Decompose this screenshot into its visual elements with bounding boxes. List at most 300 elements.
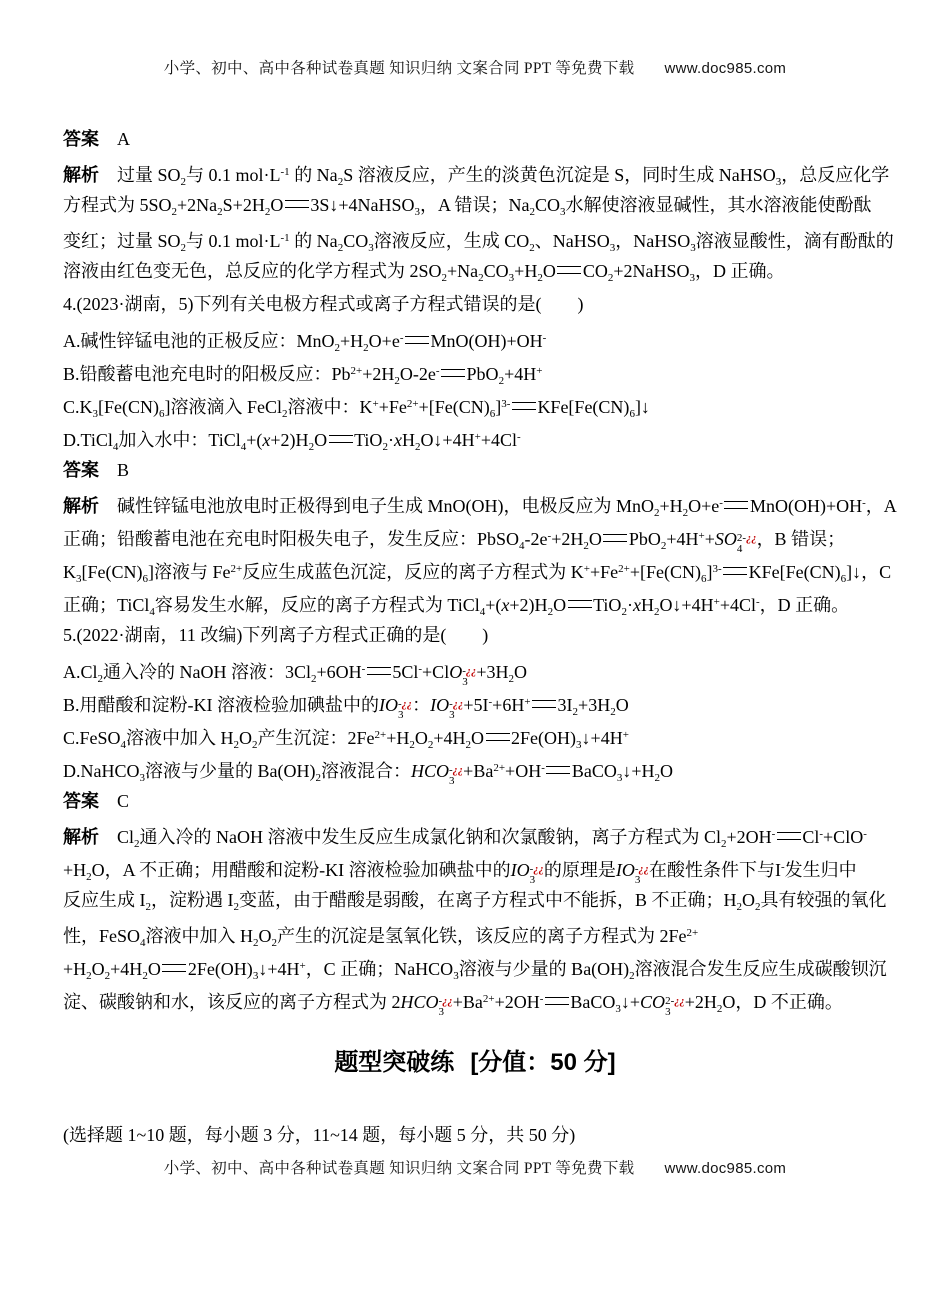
text-run: +[Fe(CN) bbox=[418, 396, 490, 417]
text-run: O bbox=[91, 959, 105, 980]
subscript: 2 bbox=[86, 970, 92, 983]
text-run: TiO bbox=[354, 429, 383, 450]
text-run: +Fe bbox=[378, 396, 407, 417]
text-run: 加入水中：TiCl bbox=[118, 429, 241, 450]
subscript: 2 bbox=[382, 440, 388, 453]
superscript: 2+ bbox=[350, 364, 363, 377]
text-run: B bbox=[99, 459, 130, 480]
subscript: 2 bbox=[97, 672, 104, 685]
text-run: O bbox=[314, 429, 328, 450]
subscript: 2 bbox=[233, 738, 240, 751]
subscript: 6 bbox=[142, 573, 148, 586]
doc-line-23 bbox=[63, 851, 895, 887]
text-run: CO bbox=[483, 261, 509, 282]
equation-artifact: ¿¿ bbox=[452, 698, 464, 710]
doc-line-15 bbox=[63, 586, 895, 619]
text-run: 过量 SO bbox=[99, 165, 181, 186]
subscript: 4 bbox=[479, 606, 486, 619]
doc-line-6 bbox=[63, 288, 895, 321]
text-run: 通入冷的 NaOH 溶液中发生反应生成氯化钠和次氯酸钠，离子方程式为 Cl bbox=[139, 826, 722, 847]
subscript: 2 bbox=[180, 176, 187, 189]
text-run: +2)H bbox=[509, 595, 548, 616]
subscript: 2 bbox=[282, 407, 288, 420]
text-run: +H bbox=[63, 959, 87, 980]
subscript: 3 bbox=[775, 176, 782, 189]
superscript: - bbox=[755, 596, 760, 609]
text-run: 5.(2022·湖南，11 改编)下列离子方程式正确的是( ) bbox=[63, 625, 489, 646]
doc-line-18 bbox=[63, 686, 895, 719]
text-run: O bbox=[588, 529, 602, 550]
italic-run: IO bbox=[510, 860, 530, 881]
subscript: 2 bbox=[682, 507, 689, 520]
text-run: O-2e bbox=[399, 363, 436, 384]
text-run: S 溶液反应，产生的淡黄色沉淀是 S，同时生成 NaHSO bbox=[343, 165, 776, 186]
text-run: ]↓，C bbox=[846, 562, 892, 583]
double-bond-equals bbox=[367, 667, 391, 675]
superscript: 2+ bbox=[230, 563, 243, 576]
text-run: D.NaHCO bbox=[63, 760, 140, 781]
double-bond-equals bbox=[162, 964, 186, 972]
superscript: 3- bbox=[712, 563, 722, 576]
equation-artifact: ¿¿ bbox=[465, 665, 477, 677]
text-run: [Fe(CN) bbox=[98, 396, 160, 417]
text-run: 3S↓+4NaHSO bbox=[310, 195, 415, 216]
equation-artifact: ¿¿ bbox=[674, 996, 685, 1008]
subscript: 2 bbox=[654, 771, 661, 784]
text-run: 2Fe(OH) bbox=[187, 959, 253, 980]
subscript: 2 bbox=[529, 206, 535, 219]
text-run: 溶液与少量的 Ba(OH) bbox=[458, 959, 630, 980]
double-bond-equals bbox=[545, 997, 569, 1005]
text-run: KFe[Fe(CN) bbox=[537, 396, 630, 417]
subscript: 4 bbox=[240, 440, 247, 453]
italic-run: x bbox=[501, 595, 510, 616]
text-run: 溶液显酸性，滴有酚酞的 bbox=[695, 231, 894, 252]
subscript: 2 bbox=[755, 901, 761, 914]
text-run: +2H bbox=[551, 529, 584, 550]
label: 解析 bbox=[63, 165, 99, 186]
subscript: 2 bbox=[409, 738, 415, 751]
text-run: +Ba bbox=[463, 760, 494, 781]
text-run: O bbox=[414, 727, 428, 748]
doc-line-19 bbox=[63, 719, 895, 752]
sub-sup-stack bbox=[665, 996, 685, 1018]
doc-line-14 bbox=[63, 553, 895, 586]
superscript: - bbox=[781, 861, 785, 874]
text-run: C bbox=[99, 790, 130, 811]
text-run: ，总反应化学 bbox=[781, 165, 890, 186]
superscript: - bbox=[435, 364, 440, 377]
italic-run: x bbox=[632, 595, 641, 616]
text-run: B.铅酸蓄电池充电时的阳极反应：Pb bbox=[63, 363, 351, 384]
sub-sup-stack bbox=[449, 765, 463, 787]
superscript: + bbox=[536, 364, 543, 377]
text-run: MnO(OH)+OH bbox=[430, 330, 543, 351]
subscript: 2 bbox=[508, 672, 515, 685]
text-run: +2OH bbox=[494, 992, 540, 1013]
doc-line-5 bbox=[63, 255, 895, 288]
text-run: 溶液中：K bbox=[287, 396, 373, 417]
text-run: ，B 错误； bbox=[756, 529, 846, 550]
subscript: 2 bbox=[233, 901, 239, 914]
text-run: · bbox=[387, 429, 394, 450]
superscript: + bbox=[583, 563, 590, 576]
text-run: 容易发生水解，反应的离子方程式为 TiCl bbox=[154, 595, 480, 616]
text-run: -2e bbox=[524, 529, 548, 550]
superscript: - bbox=[418, 662, 423, 675]
sub-sup-stack bbox=[449, 699, 463, 721]
subscript: 2 bbox=[441, 272, 448, 285]
superscript: + bbox=[474, 430, 481, 443]
text-run: 2Fe(OH) bbox=[511, 727, 577, 748]
subscript: 2 bbox=[337, 176, 344, 189]
doc-line-25 bbox=[63, 917, 895, 950]
text-run: O bbox=[542, 261, 556, 282]
double-bond-equals bbox=[603, 534, 627, 542]
equation-artifact: ¿¿ bbox=[638, 864, 649, 876]
superscript: - bbox=[542, 331, 547, 344]
subscript: 4 bbox=[519, 540, 525, 553]
text-run: 溶液混合： bbox=[320, 760, 411, 781]
text-run: 淀、碳酸钠和水，该反应的离子方程式为 2 bbox=[63, 992, 401, 1013]
text-run: MnO(OH)+OH bbox=[749, 496, 863, 517]
superscript bbox=[398, 699, 412, 710]
doc-line-21 bbox=[63, 785, 895, 818]
subscript: 3 bbox=[576, 738, 582, 751]
subscript: 3 bbox=[689, 272, 695, 285]
superscript-charge: - bbox=[449, 697, 453, 710]
label: 解析 bbox=[63, 826, 99, 847]
text-run: 的 Na bbox=[289, 231, 338, 252]
subscript: 2 bbox=[86, 871, 92, 884]
text-run: ↓+ bbox=[620, 992, 641, 1013]
superscript: - bbox=[547, 530, 552, 543]
text-run: ]溶液滴入 FeCl bbox=[164, 396, 283, 417]
text-run: +Ba bbox=[452, 992, 483, 1013]
text-run: +4H bbox=[110, 959, 143, 980]
text-run: H bbox=[640, 595, 654, 616]
text-run: +4H bbox=[433, 727, 466, 748]
subscript: 3 bbox=[76, 573, 82, 586]
subscript: 4 bbox=[149, 606, 155, 619]
double-bond-equals bbox=[546, 766, 570, 774]
text-run: CO bbox=[582, 261, 608, 282]
text-run: ]↓ bbox=[634, 396, 650, 417]
subscript: 2 bbox=[629, 970, 635, 983]
double-bond-equals bbox=[532, 700, 556, 708]
doc-line-20 bbox=[63, 752, 895, 785]
text-run: KFe[Fe(CN) bbox=[748, 562, 841, 583]
subscript: 2 bbox=[271, 937, 278, 950]
subscript: 3 bbox=[508, 272, 515, 285]
text-run: 产生的沉淀是氢氧化铁，该反应的离子方程式为 2Fe bbox=[277, 926, 687, 947]
subscript: 2 bbox=[654, 507, 660, 520]
text-run: 5Cl bbox=[392, 661, 419, 682]
text-run: +4Cl bbox=[719, 595, 756, 616]
section-score-note: [分值：50 分] bbox=[470, 1049, 616, 1076]
double-bond-equals bbox=[557, 266, 581, 274]
text-run: 反应生成蓝色沉淀，反应的离子方程式为 K bbox=[242, 562, 584, 583]
text-run: 正确；TiCl bbox=[63, 595, 150, 616]
double-bond-equals bbox=[285, 200, 309, 208]
text-run: 4.(2023·湖南，5)下列有关电极方程式或离子方程式错误的是( ) bbox=[63, 294, 584, 315]
doc-line-17 bbox=[63, 653, 895, 686]
subscript: 2 bbox=[414, 440, 421, 453]
superscript: - bbox=[488, 695, 493, 708]
text-run: H bbox=[401, 429, 415, 450]
subscript: 2 bbox=[171, 206, 178, 219]
italic-run: IO bbox=[615, 860, 635, 881]
text-run: 与 0.1 mol·L bbox=[186, 165, 281, 186]
subscript: 2 bbox=[334, 341, 341, 354]
sub-sup-stack bbox=[737, 533, 757, 555]
text-run: +2Na bbox=[177, 195, 218, 216]
italic-run: x bbox=[262, 429, 271, 450]
superscript-charge: - bbox=[634, 863, 639, 876]
superscript-charge: - bbox=[398, 697, 402, 710]
italic-run: SO bbox=[714, 529, 737, 550]
text-run: Cl bbox=[802, 826, 820, 847]
text-run: +2H bbox=[362, 363, 395, 384]
superscript: 3- bbox=[501, 397, 511, 410]
text-run: +2OH bbox=[726, 826, 772, 847]
equation-artifact: ¿¿ bbox=[442, 996, 453, 1008]
subscript: 2 bbox=[217, 206, 223, 219]
double-bond-equals bbox=[777, 832, 801, 840]
double-bond-equals bbox=[329, 435, 353, 443]
text-run: +3H bbox=[578, 694, 611, 715]
text-run: PbO bbox=[628, 529, 661, 550]
italic-run: HCO bbox=[410, 760, 449, 781]
text-run: +( bbox=[246, 429, 263, 450]
text-run: +4H bbox=[666, 529, 699, 550]
superscript: + bbox=[524, 695, 531, 708]
doc-line-2 bbox=[63, 156, 895, 189]
subscript: 2 bbox=[716, 1003, 723, 1016]
superscript: - bbox=[719, 497, 723, 510]
section-heading bbox=[0, 1042, 950, 1077]
sub-sup-stack bbox=[635, 864, 649, 886]
superscript-charge: - bbox=[462, 664, 466, 677]
doc-line-4 bbox=[63, 222, 895, 255]
superscript: - bbox=[863, 827, 867, 840]
subscript: 3 bbox=[616, 771, 623, 784]
label: 答案 bbox=[63, 129, 99, 149]
text-run: 溶液与少量的 Ba(OH) bbox=[145, 760, 316, 781]
text-run: O bbox=[258, 926, 272, 947]
superscript: 2+ bbox=[374, 728, 387, 741]
text-run: +Cl bbox=[422, 661, 450, 682]
text-run: 的 Na bbox=[289, 165, 338, 186]
text-run: 反应生成 I bbox=[63, 890, 146, 911]
header-note: 小学、初中、高中各种试卷真题 知识归纳 文案合同 PPT 等免费下载 bbox=[163, 60, 635, 77]
superscript: -1 bbox=[280, 166, 290, 179]
text-run: +[Fe(CN) bbox=[629, 562, 701, 583]
subscript: 6 bbox=[840, 573, 847, 586]
superscript-charge: - bbox=[438, 995, 443, 1008]
doc-line-9 bbox=[63, 388, 895, 421]
text-run: 与 0.1 mol·L bbox=[186, 231, 281, 252]
subscript: 2 bbox=[315, 771, 321, 784]
text-run: +2H bbox=[684, 992, 717, 1013]
equation-artifact: ¿¿ bbox=[746, 533, 757, 545]
superscript: - bbox=[819, 827, 824, 840]
double-bond-equals bbox=[568, 600, 592, 608]
doc-line-16 bbox=[63, 619, 895, 652]
text-run: 、NaHSO bbox=[534, 231, 610, 252]
subscript: 2 bbox=[547, 606, 554, 619]
superscript: - bbox=[516, 430, 521, 443]
superscript bbox=[462, 666, 476, 677]
superscript: + bbox=[372, 397, 379, 410]
subscript: 3 bbox=[453, 970, 459, 983]
text-run: C.FeSO bbox=[63, 727, 121, 748]
text-run: O↓+4H bbox=[659, 595, 714, 616]
text-run: O bbox=[514, 661, 528, 682]
text-run: 3I bbox=[557, 694, 573, 715]
subscript: 2 bbox=[145, 901, 151, 914]
text-run: 通入冷的 NaOH 溶液：3Cl bbox=[103, 661, 312, 682]
text-run: ： bbox=[412, 694, 431, 715]
double-bond-equals bbox=[486, 733, 510, 741]
doc-line-26 bbox=[63, 950, 895, 983]
label: 解析 bbox=[63, 496, 99, 517]
text-run: ，D 正确。 bbox=[695, 261, 785, 282]
doc-line-7 bbox=[63, 322, 895, 355]
text-run: +ClO bbox=[823, 826, 864, 847]
text-run: O bbox=[660, 760, 674, 781]
text-run: K bbox=[63, 562, 76, 583]
text-run: +6H bbox=[492, 694, 525, 715]
subscript: 2 bbox=[253, 937, 259, 950]
subscript: 3 bbox=[368, 242, 374, 255]
subscript: 2 bbox=[607, 272, 614, 285]
superscript: - bbox=[399, 331, 404, 344]
subscript: 3 bbox=[690, 242, 696, 255]
italic-run: x bbox=[393, 429, 402, 450]
text-run: O bbox=[239, 727, 253, 748]
superscript-charge: 2- bbox=[736, 532, 747, 545]
text-run: · bbox=[626, 595, 633, 616]
header-site-url: www.doc985.com bbox=[664, 60, 787, 77]
text-run: 水解使溶液显碱性，其水溶液能使酚酞 bbox=[565, 195, 872, 216]
superscript: + bbox=[713, 596, 720, 609]
text-run: B.用醋酸和淀粉-KI 溶液检验加碘盐中的 bbox=[63, 694, 379, 715]
text-run: O+e bbox=[688, 496, 720, 517]
italic-run: HCO bbox=[400, 992, 439, 1013]
subscript: 3 bbox=[665, 1006, 671, 1019]
text-run: BaCO bbox=[570, 992, 616, 1013]
equation-artifact: ¿¿ bbox=[533, 864, 544, 876]
superscript: 2+ bbox=[406, 397, 419, 410]
superscript: + bbox=[622, 728, 629, 741]
italic-run: IO bbox=[379, 694, 398, 715]
text-run: ↓+4H bbox=[581, 727, 623, 748]
subscript: 2 bbox=[660, 540, 667, 553]
superscript: 2+ bbox=[618, 563, 630, 576]
text-run: O↓+4H bbox=[420, 429, 475, 450]
section-title: 题型突破练 bbox=[334, 1049, 455, 1076]
double-bond-equals bbox=[512, 402, 536, 410]
text-run: CO bbox=[343, 231, 369, 252]
text-run: 在酸性条件下与I bbox=[649, 860, 781, 881]
subscript: 6 bbox=[700, 573, 707, 586]
text-run: A.碱性锌锰电池的正极反应：MnO bbox=[63, 330, 335, 351]
text-run: +H bbox=[514, 261, 538, 282]
superscript-charge: - bbox=[529, 863, 534, 876]
subscript: 6 bbox=[159, 407, 165, 420]
subscript: 3 bbox=[139, 771, 145, 784]
footer-site-url: www.doc985.com bbox=[664, 1160, 787, 1177]
subscript: 6 bbox=[629, 407, 635, 420]
subscript: 3 bbox=[449, 774, 455, 787]
text-run: +2)H bbox=[270, 429, 309, 450]
sub-sup-stack bbox=[439, 996, 453, 1018]
subscript: 2 bbox=[252, 738, 258, 751]
superscript bbox=[449, 699, 463, 710]
subscript: 4 bbox=[736, 543, 743, 556]
text-run: O，D 不正确。 bbox=[722, 992, 843, 1013]
text-run: ，A bbox=[865, 496, 897, 517]
subscript: 3 bbox=[615, 1003, 621, 1016]
text-run: 溶液反应，生成 CO bbox=[373, 231, 530, 252]
superscript: 2+ bbox=[493, 761, 506, 774]
text-run: O bbox=[742, 890, 756, 911]
text-run: [Fe(CN) bbox=[81, 562, 143, 583]
superscript: + bbox=[698, 530, 705, 543]
text-run: 溶液混合发生反应生成碳酸钡沉 bbox=[634, 959, 887, 980]
text-run: O bbox=[553, 595, 567, 616]
text-run: A bbox=[99, 129, 130, 149]
text-run: 溶液由红色变无色，总反应的化学方程式为 2SO bbox=[63, 261, 442, 282]
text-run: ，A 错误；Na bbox=[420, 195, 530, 216]
subscript: 3 bbox=[398, 708, 404, 721]
subscript: 2 bbox=[465, 738, 472, 751]
doc-line-1 bbox=[63, 123, 895, 156]
page-footer bbox=[0, 1156, 950, 1178]
subscript: 2 bbox=[311, 672, 317, 685]
text-run: ↓+4H bbox=[258, 959, 300, 980]
subscript: 3 bbox=[414, 206, 420, 219]
text-run: ，C 正确；NaHCO bbox=[305, 959, 454, 980]
page-header bbox=[0, 56, 950, 78]
doc-line-12 bbox=[63, 487, 895, 520]
superscript: - bbox=[361, 662, 366, 675]
label: 答案 bbox=[63, 459, 99, 480]
text-run: TiO bbox=[593, 595, 622, 616]
subscript: 2 bbox=[478, 272, 484, 285]
doc-line-8 bbox=[63, 355, 895, 388]
text-run: A.Cl bbox=[63, 661, 98, 682]
subscript: 2 bbox=[363, 341, 369, 354]
superscript: -1 bbox=[280, 232, 290, 245]
text-run: ，NaHSO bbox=[615, 231, 691, 252]
text-run: +3H bbox=[476, 661, 509, 682]
subscript: 3 bbox=[252, 970, 259, 983]
text-run: +5I bbox=[463, 694, 489, 715]
subscript: 3 bbox=[92, 407, 99, 420]
footer-note: 小学、初中、高中各种试卷真题 知识归纳 文案合同 PPT 等免费下载 bbox=[163, 1160, 635, 1177]
subscript: 2 bbox=[180, 242, 187, 255]
subscript: 2 bbox=[308, 440, 315, 453]
subscript: 2 bbox=[572, 705, 579, 718]
text-run: D.TiCl bbox=[63, 429, 113, 450]
text-run: 性，FeSO bbox=[63, 926, 141, 947]
subscript: 2 bbox=[721, 837, 727, 850]
text-run: 产生沉淀：2Fe bbox=[257, 727, 375, 748]
text-run: + bbox=[704, 529, 715, 550]
subscript: 4 bbox=[112, 440, 119, 453]
